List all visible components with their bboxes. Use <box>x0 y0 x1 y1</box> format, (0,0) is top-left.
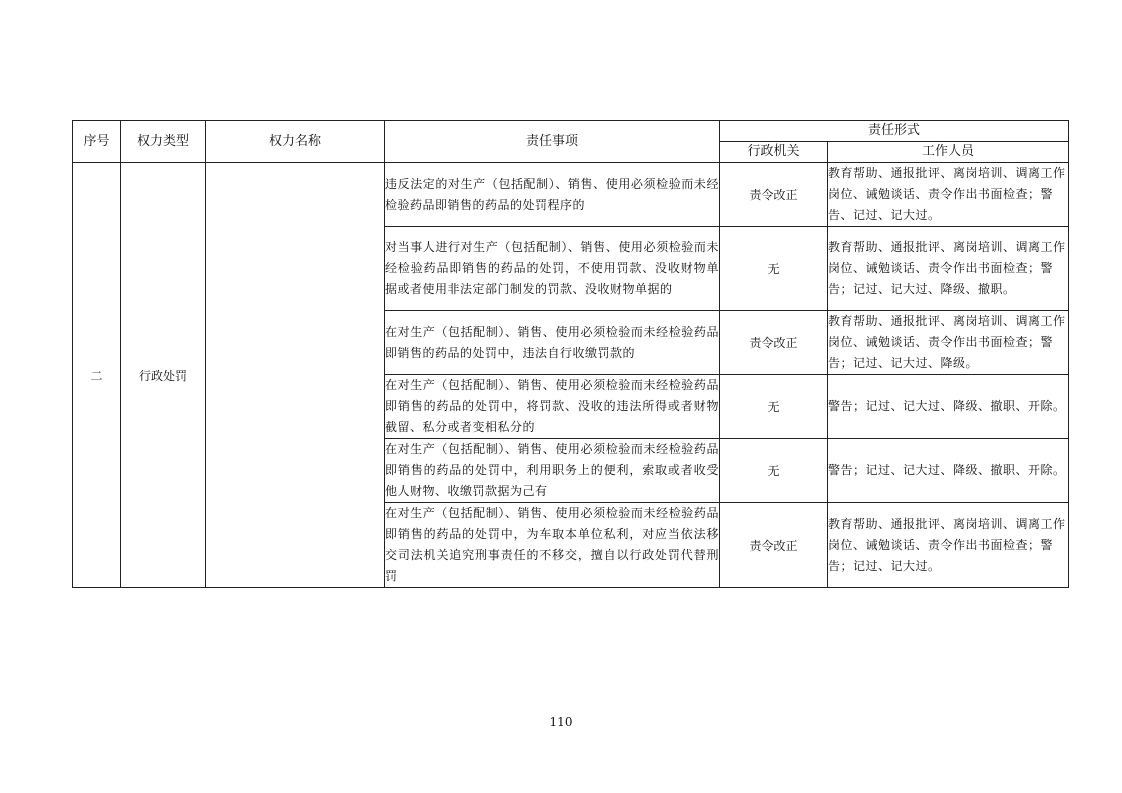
agency-cell: 责令改正 <box>720 503 828 588</box>
group-power-type: 行政处罚 <box>121 163 206 588</box>
agency-cell: 无 <box>720 375 828 439</box>
staff-cell: 警告；记过、记大过、降级、撤职、开除。 <box>828 375 1069 439</box>
agency-cell: 责令改正 <box>720 311 828 375</box>
staff-cell: 教育帮助、通报批评、离岗培训、调离工作岗位、诫勉谈话、责令作出书面检查；警告、记过、记大过。 <box>828 163 1069 227</box>
matter-cell: 在对生产（包括配制）、销售、使用必须检验而未经检验药品即销售的药品的处罚中，将罚款、没收的违法所得或者财物截留、私分或者变相私分的 <box>385 375 720 439</box>
staff-cell: 教育帮助、通报批评、离岗培训、调离工作岗位、诫勉谈话、责令作出书面检查；警告；记过、记大过、降级。 <box>828 311 1069 375</box>
table-row <box>73 163 1069 227</box>
header-power-type: 权力类型 <box>121 121 206 163</box>
staff-cell: 警告；记过、记大过、降级、撤职、开除。 <box>828 439 1069 503</box>
staff-cell: 教育帮助、通报批评、离岗培训、调离工作岗位、诫勉谈话、责令作出书面检查；警告；记过、记大过。 <box>828 503 1069 588</box>
header-seq: 序号 <box>73 121 121 163</box>
responsibility-table <box>72 120 1069 588</box>
page-number: 110 <box>549 715 573 729</box>
agency-cell: 无 <box>720 227 828 311</box>
staff-cell: 教育帮助、通报批评、离岗培训、调离工作岗位、诫勉谈话、责令作出书面检查；警告；记过、记大过、降级、撤职。 <box>828 227 1069 311</box>
matter-cell: 在对生产（包括配制）、销售、使用必须检验而未经检验药品即销售的药品的处罚中，利用职务上的便利，索取或者收受他人财物、收缴罚款据为己有 <box>385 439 720 503</box>
matter-cell: 违反法定的对生产（包括配制）、销售、使用必须检验而未经检验药品即销售的药品的处罚程序的 <box>385 163 720 227</box>
header-staff: 工作人员 <box>828 142 1069 163</box>
group-power-name <box>206 163 385 588</box>
header-responsibility-form: 责任形式 <box>720 121 1069 142</box>
matter-cell: 在对生产（包括配制）、销售、使用必须检验而未经检验药品即销售的药品的处罚中，为车取本单位私利，对应当依法移交司法机关追究刑事责任的不移交，擅自以行政处罚代替刑罚 <box>385 503 720 588</box>
header-matters: 责任事项 <box>385 121 720 163</box>
header-agency: 行政机关 <box>720 142 828 163</box>
matter-cell: 对当事人进行对生产（包括配制）、销售、使用必须检验而未经检验药品即销售的药品的处罚，不使用罚款、没收财物单据或者使用非法定部门制发的罚款、没收财物单据的 <box>385 227 720 311</box>
agency-cell: 无 <box>720 439 828 503</box>
header-row-1 <box>73 121 1069 142</box>
agency-cell: 责令改正 <box>720 163 828 227</box>
matter-cell: 在对生产（包括配制）、销售、使用必须检验而未经检验药品即销售的药品的处罚中，违法自行收缴罚款的 <box>385 311 720 375</box>
header-power-name: 权力名称 <box>206 121 385 163</box>
group-seq: 二 <box>73 163 121 588</box>
